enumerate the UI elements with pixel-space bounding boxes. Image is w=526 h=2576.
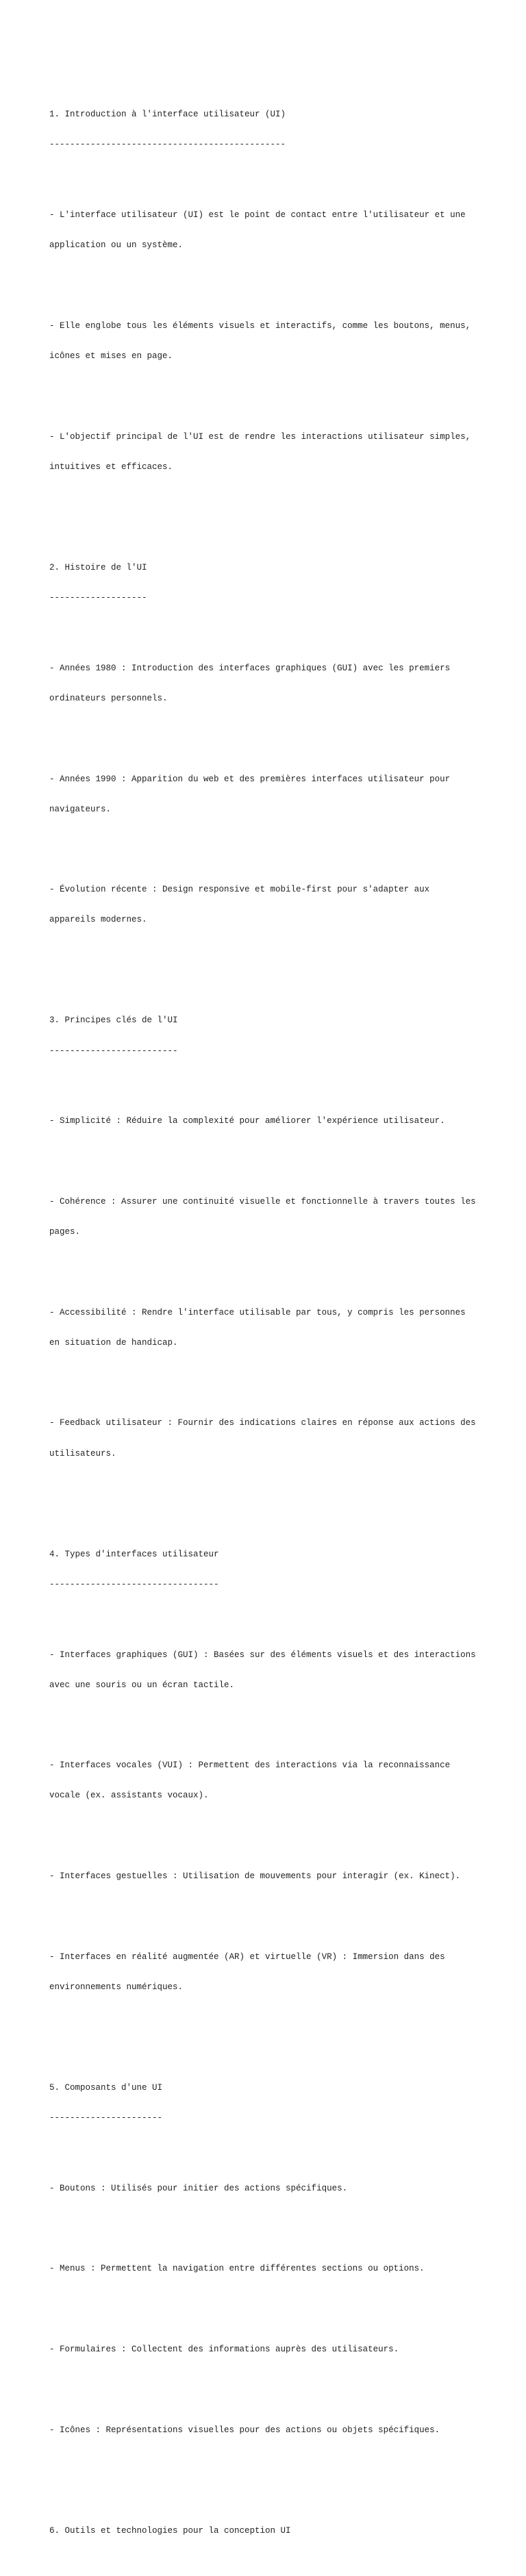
paragraph-line: - Simplicité : Réduire la complexité pour améliorer l'expérience utilisateur. <box>49 1116 445 1126</box>
paragraph <box>49 643 488 724</box>
section-underline: --------------------------------- <box>49 1579 219 1589</box>
paragraph-line: - Feedback utilisateur : Fournir des indications claires en réponse aux actions des <box>49 1418 476 1428</box>
paragraph <box>49 1932 488 2012</box>
paragraph <box>49 1177 488 1258</box>
paragraph <box>49 2325 488 2375</box>
paragraph <box>49 1398 488 1479</box>
paragraph-line: - Années 1980 : Introduction des interfaces graphiques (GUI) avec les premiers <box>49 663 451 673</box>
section-title: 1. Introduction à l'interface utilisateur (UI) <box>49 110 286 120</box>
paragraph-line: - Icônes : Représentations visuelles pour des actions ou objets spécifiques. <box>49 2425 440 2435</box>
paragraph <box>49 190 488 271</box>
paragraph <box>49 1096 488 1147</box>
section-1 <box>49 90 488 171</box>
section-3 <box>49 996 488 1076</box>
paragraph-line: appareils modernes. <box>49 915 147 925</box>
paragraph-line: environnements numériques. <box>49 1982 184 1992</box>
section-title: 4. Types d'interfaces utilisateur <box>49 1549 219 1559</box>
paragraph-line: icônes et mises en page. <box>49 351 173 362</box>
paragraph-line: - Elle englobe tous les éléments visuels et interactifs, comme les boutons, menus, <box>49 320 471 331</box>
paragraph-line: - Interfaces graphiques (GUI) : Basées sur des éléments visuels et des interactions <box>49 1650 476 1660</box>
section-title: 2. Histoire de l'UI <box>49 562 147 572</box>
paragraph-line: - Boutons : Utilisés pour initier des actions spécifiques. <box>49 2183 348 2193</box>
section-underline: ---------------------------------------------- <box>49 140 286 150</box>
section-6 <box>49 2505 488 2556</box>
paragraph-line: - Évolution récente : Design responsive et mobile-first pour s'adapter aux <box>49 885 430 895</box>
paragraph-line: ordinateurs personnels. <box>49 693 168 703</box>
section-underline: ------------------- <box>49 592 147 603</box>
paragraph-line: - Interfaces en réalité augmentée (AR) et virtuelle (VR) : Immersion dans des <box>49 1952 445 1962</box>
paragraph-line: - L'objectif principal de l'UI est de rendre les interactions utilisateur simples, <box>49 431 471 442</box>
document-page <box>49 49 488 2576</box>
paragraph-line: vocale (ex. assistants vocaux). <box>49 1791 209 1801</box>
paragraph-line: - Menus : Permettent la navigation entre différentes sections ou options. <box>49 2264 425 2274</box>
paragraph <box>49 2163 488 2214</box>
paragraph-line: intuitives et efficaces. <box>49 462 173 472</box>
paragraph <box>49 1287 488 1368</box>
paragraph <box>49 301 488 382</box>
paragraph <box>49 2244 488 2295</box>
paragraph-line: utilisateurs. <box>49 1448 116 1459</box>
section-2 <box>49 542 488 623</box>
section-title: 5. Composants d'une UI <box>49 2082 163 2093</box>
section-title: 6. Outils et technologies pour la conception UI <box>49 2525 291 2536</box>
paragraph-line: navigateurs. <box>49 804 112 814</box>
paragraph <box>49 412 488 492</box>
section-5 <box>49 2062 488 2143</box>
paragraph-line: pages. <box>49 1227 81 1237</box>
section-underline: ---------------------- <box>49 2112 163 2123</box>
section-underline: ------------------------- <box>49 1046 178 1056</box>
section-title: 3. Principes clés de l'UI <box>49 1015 178 1026</box>
paragraph-line: application ou un système. <box>49 240 184 251</box>
section-4 <box>49 1529 488 1610</box>
paragraph <box>49 1741 488 1821</box>
paragraph <box>49 865 488 946</box>
paragraph-line: avec une souris ou un écran tactile. <box>49 1680 235 1690</box>
paragraph-line: - Cohérence : Assurer une continuité visuelle et fonctionnelle à travers toutes les <box>49 1197 476 1207</box>
paragraph-line: - Formulaires : Collectent des informations auprès des utilisateurs. <box>49 2345 399 2355</box>
paragraph-line: - Interfaces vocales (VUI) : Permettent des interactions via la reconnaissance <box>49 1760 451 1771</box>
paragraph-line: - Années 1990 : Apparition du web et des premières interfaces utilisateur pour <box>49 774 451 784</box>
paragraph <box>49 754 488 835</box>
paragraph <box>49 1852 488 1902</box>
paragraph-line: - L'interface utilisateur (UI) est le point de contact entre l'utilisateur et une <box>49 210 466 220</box>
paragraph-line: - Accessibilité : Rendre l'interface utilisable par tous, y compris les personnes <box>49 1307 466 1317</box>
paragraph-line: en situation de handicap. <box>49 1337 178 1348</box>
paragraph-line: - Interfaces gestuelles : Utilisation de mouvements pour interagir (ex. Kinect). <box>49 1871 461 1882</box>
paragraph <box>49 2405 488 2455</box>
paragraph <box>49 1630 488 1710</box>
